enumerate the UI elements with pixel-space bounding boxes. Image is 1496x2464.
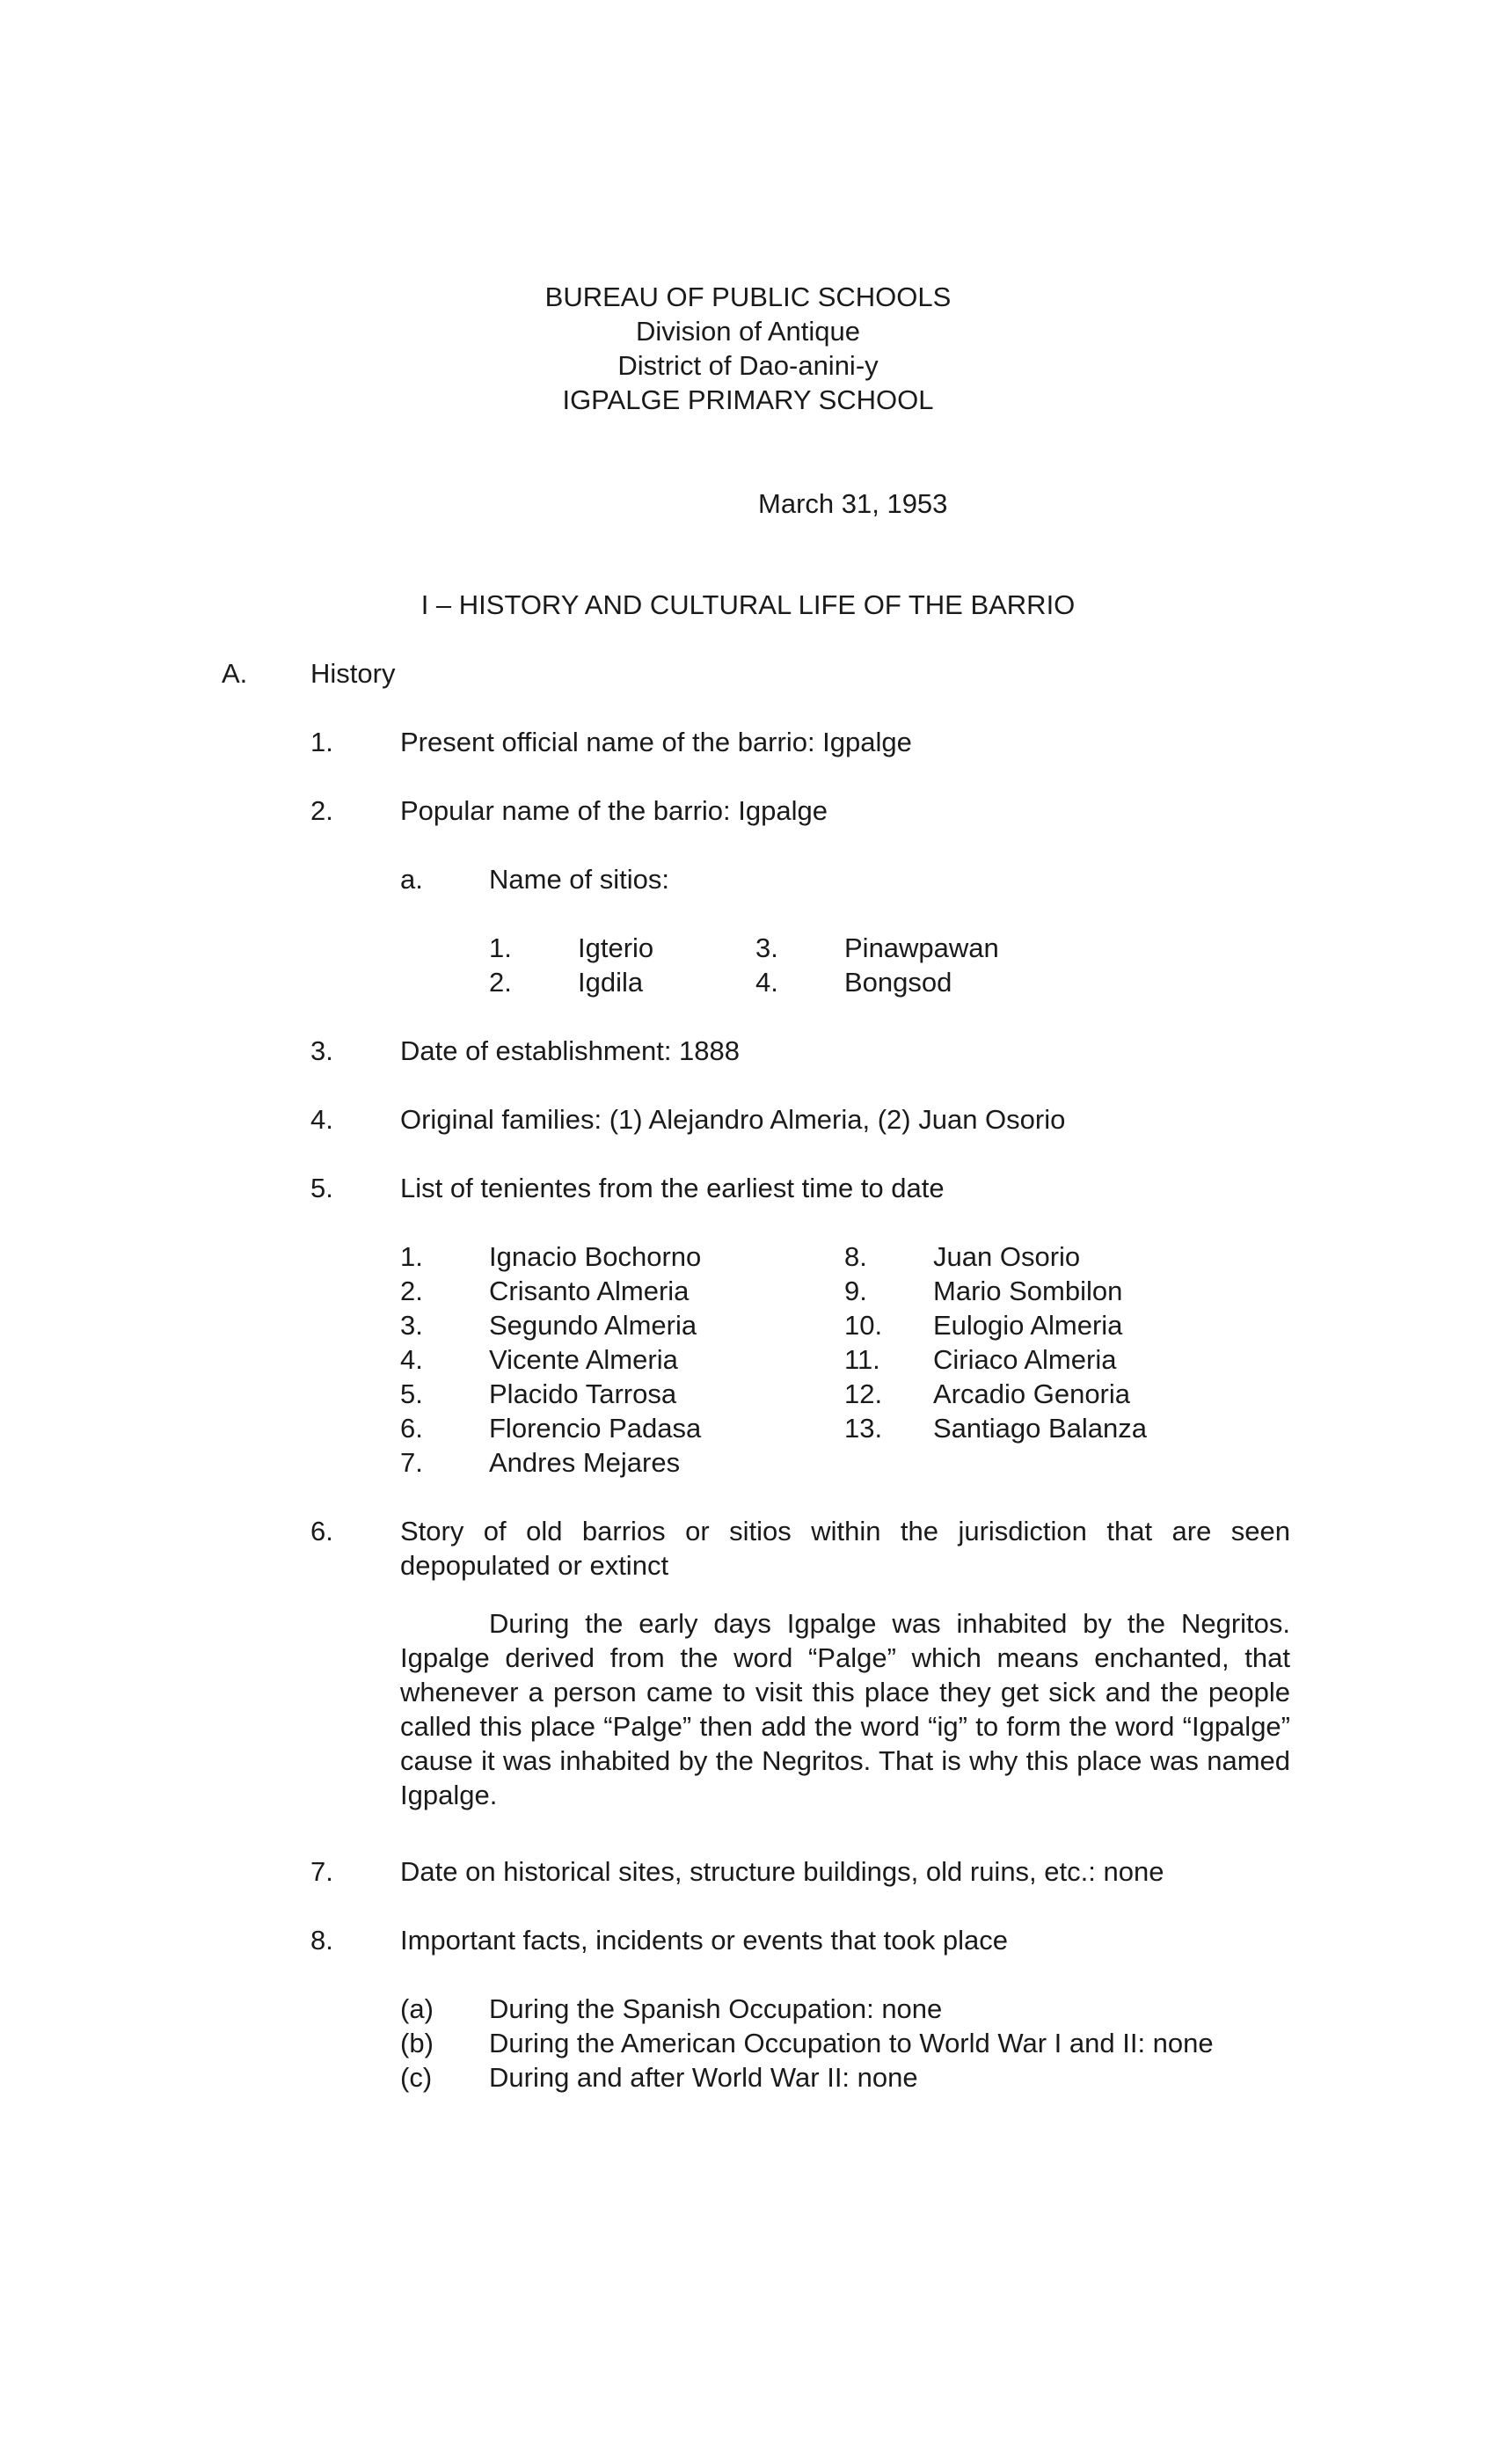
- item-8-number: 8.: [310, 1925, 333, 1956]
- event-text: During the Spanish Occupation: none: [489, 1993, 943, 2024]
- item-2a-text: Name of sitios:: [489, 864, 670, 895]
- teniente-number: 10.: [844, 1310, 883, 1341]
- item-6-number: 6.: [310, 1516, 333, 1546]
- item-5-number: 5.: [310, 1173, 333, 1203]
- district-name: District of Dao-anini-y: [617, 350, 879, 381]
- sitio-name: Bongsod: [844, 967, 952, 998]
- teniente-name: Ignacio Bochorno: [489, 1241, 702, 1272]
- story-paragraph: [400, 1606, 1290, 1812]
- list-item: [400, 1411, 822, 1445]
- event-text: During and after World War II: none: [489, 2062, 918, 2093]
- bureau-name: BUREAU OF PUBLIC SCHOOLS: [544, 281, 952, 312]
- list-item: [400, 1377, 822, 1411]
- item-4-number: 4.: [310, 1104, 333, 1135]
- tenientes-list-left: [400, 1239, 822, 1480]
- sitio-number: 2.: [489, 967, 512, 998]
- list-item: [844, 1342, 1266, 1377]
- teniente-number: 13.: [844, 1413, 883, 1444]
- list-item: [844, 1308, 1266, 1342]
- sitio-number: 4.: [755, 967, 778, 998]
- teniente-name: Eulogio Almeria: [933, 1310, 1123, 1341]
- event-marker: (a): [400, 1993, 434, 2024]
- sitio-number: 3.: [755, 932, 778, 963]
- item-2-text: Popular name of the barrio: Igpalge: [400, 795, 828, 826]
- item-7-text: Date on historical sites, structure buildings, old ruins, etc.: none: [400, 1856, 1164, 1887]
- part-a-title: History: [310, 658, 396, 689]
- item-8-text: Important facts, incidents or events that took place: [400, 1925, 1008, 1956]
- teniente-name: Santiago Balanza: [933, 1413, 1148, 1444]
- list-item: [400, 2026, 1290, 2060]
- item-7-number: 7.: [310, 1856, 333, 1887]
- sitio-name: Igterio: [578, 932, 654, 963]
- teniente-name: Placido Tarrosa: [489, 1378, 677, 1409]
- list-item: [844, 1239, 1266, 1274]
- teniente-name: Andres Mejares: [489, 1447, 681, 1478]
- item-2-number: 2.: [310, 795, 333, 826]
- event-marker: (b): [400, 2028, 434, 2058]
- list-item: [400, 1342, 822, 1377]
- part-a-marker: A.: [222, 658, 248, 689]
- teniente-name: Mario Sombilon: [933, 1276, 1123, 1306]
- list-item: [844, 1411, 1266, 1445]
- teniente-number: 9.: [844, 1276, 867, 1306]
- event-text: During the American Occupation to World War I and II: none: [489, 2028, 1214, 2058]
- teniente-number: 5.: [400, 1378, 423, 1409]
- list-item: [400, 2060, 1290, 2095]
- event-marker: (c): [400, 2062, 433, 2093]
- list-item: [400, 1239, 822, 1274]
- list-item: [400, 1992, 1290, 2026]
- section-title: I – HISTORY AND CULTURAL LIFE OF THE BARRIO: [420, 589, 1076, 620]
- events-list: [400, 1992, 1290, 2095]
- sitio-name: Pinawpawan: [844, 932, 999, 963]
- teniente-name: Ciriaco Almeria: [933, 1344, 1117, 1375]
- teniente-number: 8.: [844, 1241, 867, 1272]
- item-3-text: Date of establishment: 1888: [400, 1035, 741, 1066]
- division-name: Division of Antique: [635, 316, 861, 347]
- item-3-number: 3.: [310, 1035, 333, 1066]
- school-name: IGPALGE PRIMARY SCHOOL: [562, 384, 934, 415]
- teniente-number: 1.: [400, 1241, 423, 1272]
- document-date: March 31, 1953: [758, 488, 948, 519]
- teniente-name: Segundo Almeria: [489, 1310, 697, 1341]
- item-4-text: Original families: (1) Alejandro Almeria, (2) Juan Osorio: [400, 1104, 1066, 1135]
- tenientes-list-right: [844, 1239, 1266, 1445]
- teniente-name: Arcadio Genoria: [933, 1378, 1131, 1409]
- teniente-name: Vicente Almeria: [489, 1344, 678, 1375]
- list-item: [400, 1308, 822, 1342]
- sitio-name: Igdila: [578, 967, 644, 998]
- teniente-name: Crisanto Almeria: [489, 1276, 690, 1306]
- teniente-number: 12.: [844, 1378, 883, 1409]
- sitio-number: 1.: [489, 932, 512, 963]
- teniente-number: 7.: [400, 1447, 423, 1478]
- teniente-number: 6.: [400, 1413, 423, 1444]
- item-1-number: 1.: [310, 727, 333, 757]
- list-item: [400, 1445, 822, 1480]
- item-2a-marker: a.: [400, 864, 423, 895]
- teniente-number: 4.: [400, 1344, 423, 1375]
- teniente-name: Juan Osorio: [933, 1241, 1081, 1272]
- list-item: [400, 1274, 822, 1308]
- teniente-number: 11.: [844, 1344, 880, 1375]
- letterhead: [0, 280, 1496, 417]
- item-6-text: Story of old barrios or sitios within the jurisdiction that are seen depopulated or extinct: [400, 1516, 1290, 1581]
- item-5-text: List of tenientes from the earliest time to date: [400, 1173, 945, 1203]
- list-item: [844, 1274, 1266, 1308]
- list-item: [844, 1377, 1266, 1411]
- teniente-number: 3.: [400, 1310, 423, 1341]
- teniente-number: 2.: [400, 1276, 423, 1306]
- teniente-name: Florencio Padasa: [489, 1413, 702, 1444]
- story-text: During the early days Igpalge was inhabited by the Negritos. Igpalge derived from the word “Palge” which means enchanted, that whenever a person came to visit this place they get sick and the people called this place “Palge” then add the word “ig” to form the word “Igpalge” cause it was inhabited by the Negritos. That is why this place was named Igpalge.: [400, 1608, 1290, 1810]
- item-1-text: Present official name of the barrio: Igpalge: [400, 727, 912, 757]
